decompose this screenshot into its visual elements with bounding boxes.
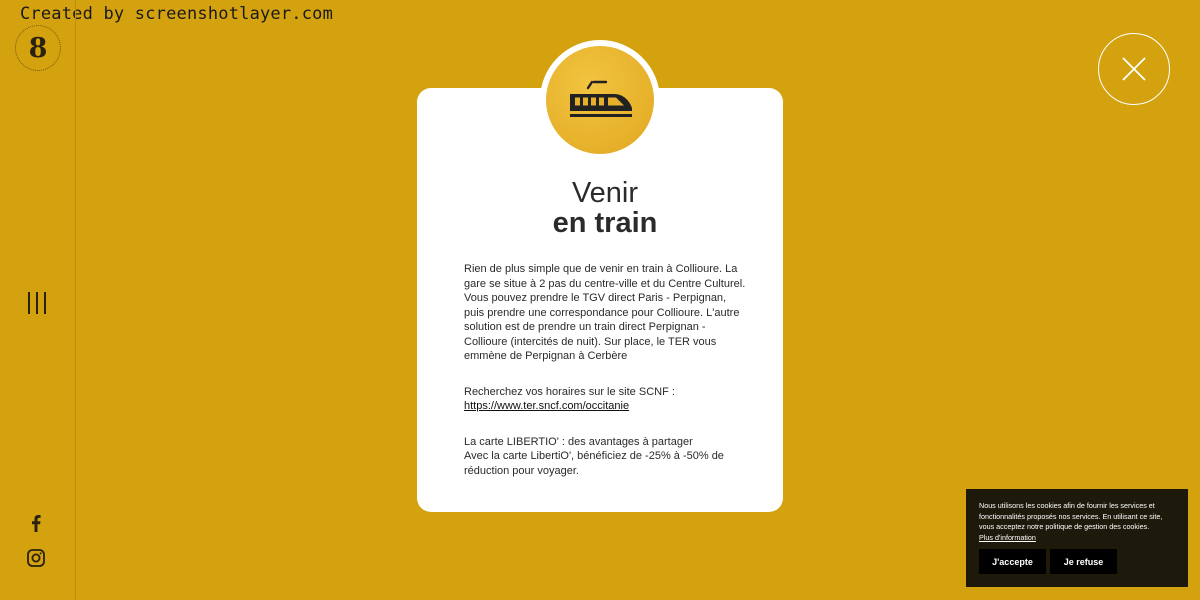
title-line-1: Venir bbox=[571, 177, 639, 209]
sncf-link[interactable]: https://www.ter.sncf.com/occitanie bbox=[464, 400, 630, 412]
facebook-link[interactable] bbox=[28, 514, 44, 532]
libertio-line-1: La carte LIBERTIO' : des avantages à partager bbox=[464, 435, 693, 448]
close-icon bbox=[1122, 57, 1146, 81]
cookie-buttons bbox=[979, 549, 1176, 574]
logo-ring bbox=[15, 25, 61, 71]
modal-title bbox=[417, 178, 793, 238]
badge-circle bbox=[546, 46, 654, 154]
watermark-text: Created by screenshotlayer.com bbox=[20, 4, 334, 24]
accept-cookies-button[interactable]: J'accepte bbox=[979, 549, 1046, 574]
close-button[interactable] bbox=[1098, 33, 1170, 105]
facebook-icon bbox=[31, 515, 41, 532]
instagram-icon bbox=[27, 549, 45, 567]
train-icon bbox=[566, 80, 634, 120]
refuse-cookies-button[interactable]: Je refuse bbox=[1050, 549, 1117, 574]
modal-body bbox=[464, 262, 748, 499]
cookie-info-link[interactable]: Plus d'information bbox=[979, 532, 1036, 542]
instagram-link[interactable] bbox=[27, 549, 45, 567]
sncf-paragraph bbox=[464, 385, 748, 414]
sidebar bbox=[0, 0, 76, 600]
cookie-banner bbox=[966, 489, 1188, 587]
title-line-2: en train bbox=[552, 207, 658, 239]
intro-paragraph: Rien de plus simple que de venir en train à Collioure. La gare se situe à 2 pas du centre-ville et du Centre Culturel. Vous pouvez prendre le TGV direct Paris - Perpignan, puis prendre une correspondance pour Collioure. L'autre solution est de prendre un train direct Perpignan - Collioure (intercités de nuit). Sur place, le TER vous emmène de Perpignan à Cerbère bbox=[464, 263, 746, 362]
libertio-paragraph bbox=[464, 435, 748, 479]
train-badge bbox=[540, 40, 660, 160]
site-logo[interactable] bbox=[15, 25, 61, 71]
menu-button[interactable] bbox=[28, 292, 46, 314]
cookie-text: Nous utilisons les cookies afin de fournir les services et fonctionnalités proposés nos services. En utilisant ce site, vous acceptez notre politique de gestion des cookies. bbox=[979, 501, 1163, 531]
logo-number: 8 bbox=[28, 32, 48, 64]
libertio-line-2: Avec la carte LibertiO', bénéficiez de -25% à -50% de réduction pour voyager. bbox=[464, 450, 724, 477]
menu-icon bbox=[28, 292, 30, 314]
sncf-label: Recherchez vos horaires sur le site SCNF : bbox=[464, 385, 675, 398]
